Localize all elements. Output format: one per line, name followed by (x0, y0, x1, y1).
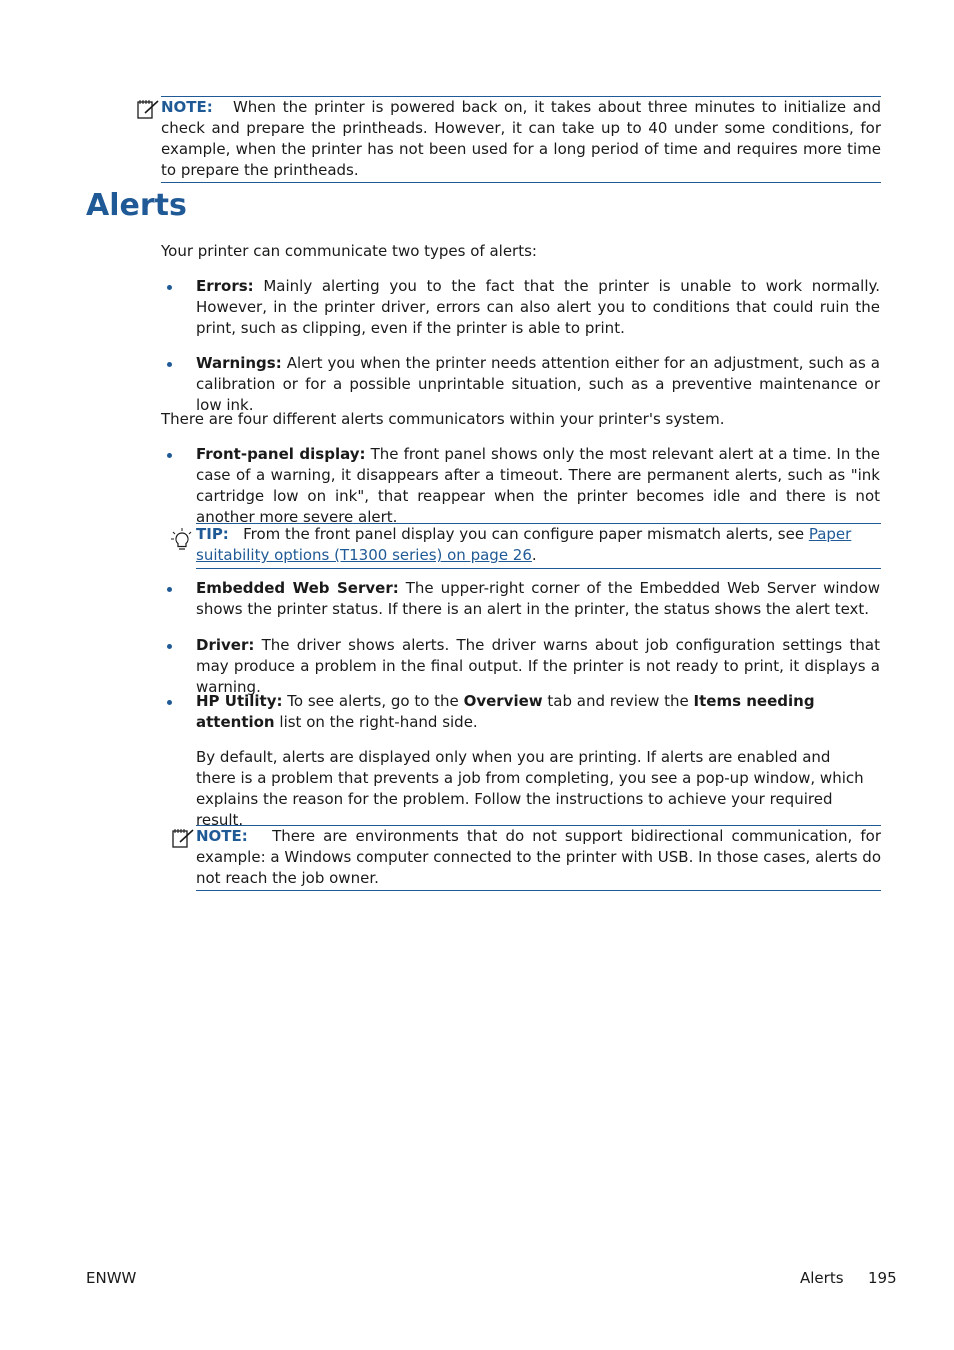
note-text: There are environments that do not support bidirectional communication, for example: a Windows computer connected to the printer with USB. In those cases, alerts do not reach the job owner. (196, 827, 881, 887)
bullet (167, 644, 172, 649)
note-box (161, 96, 881, 183)
item-text: The upper-right corner of the Embedded Web Server window shows the printer status. If there is an alert in the printer, the status shows the alert text. (196, 579, 880, 618)
bullet (167, 362, 172, 367)
paper-suitability-link[interactable]: Paper suitability options (T1300 series) on page 26 (196, 525, 852, 564)
tip-label: TIP: (196, 525, 229, 543)
item-label: Driver: (196, 636, 255, 654)
item-label: HP Utility: (196, 692, 283, 710)
item-text: To see alerts, go to the (287, 692, 459, 710)
tip-box (196, 523, 881, 569)
list-item-driver (196, 635, 880, 698)
item-text: The front panel shows only the most relevant alert at a time. In the case of a warning, it disappears after a timeout. There are permanent alerts, such as "ink cartridge low on ink", that reappear when the printer becomes idle and there is not another more severe alert. (196, 445, 880, 526)
bullet (167, 587, 172, 592)
bullet (167, 285, 172, 290)
note-icon (136, 98, 160, 122)
page-number: 195 (868, 1269, 897, 1287)
item-label: Warnings: (196, 354, 282, 372)
item-label: Embedded Web Server: (196, 579, 399, 597)
note-icon (171, 827, 195, 851)
overview-tab-name: Overview (463, 692, 543, 710)
hp-utility-paragraph: By default, alerts are displayed only when you are printing. If alerts are enabled and there is a problem that prevents a job from completing, you see a pop-up window, which explains the reason for the problem. Follow the instructions to achieve your required result. (196, 748, 864, 829)
item-text: Alert you when the printer needs attention either for an adjustment, such as a calibration or for a possible unprintable situation, such as a preventive maintenance or low ink. (196, 354, 880, 414)
intro-text: Your printer can communicate two types of alerts: (161, 242, 537, 260)
item-label: Errors: (196, 277, 254, 295)
list-item-front-panel (196, 444, 880, 528)
footer-section: Alerts (800, 1269, 844, 1287)
tip-end: . (531, 546, 537, 564)
bullet (167, 700, 172, 705)
item-text: list on the right-hand side. (279, 713, 478, 731)
tip-text: From the front panel display you can configure paper mismatch alerts, see (243, 525, 805, 543)
note-label: NOTE: (161, 98, 213, 116)
item-text: tab and review the (547, 692, 689, 710)
note-label: NOTE: (196, 827, 248, 845)
bullet (167, 453, 172, 458)
page-title: Alerts (86, 188, 187, 223)
tip-lightbulb-icon (170, 527, 194, 553)
item-text: Mainly alerting you to the fact that the printer is unable to work normally. However, in the printer driver, errors can also alert you to conditions that could ruin the print, such as clipping, even if the printer is able to print. (196, 277, 880, 337)
list-item-warnings (196, 353, 880, 416)
item-label: Front-panel display: (196, 445, 366, 463)
note-text: When the printer is powered back on, it takes about three minutes to initialize and check and prepare the printheads. However, it can take up to 40 under some conditions, for example, when the printer has not been used for a long period of time and requires more time to prepare the printheads. (161, 98, 881, 179)
items-needing-attention: Items needing attention (196, 692, 815, 731)
list-item-hp-utility (196, 691, 880, 733)
communicators-intro: There are four different alerts communicators within your printer's system. (161, 410, 725, 428)
footer-left: ENWW (86, 1269, 137, 1287)
item-text: The driver shows alerts. The driver warns about job configuration settings that may produce a problem in the final output. If the printer is not ready to print, it displays a warning. (196, 636, 880, 696)
note-box (196, 825, 881, 891)
list-item-ews (196, 578, 880, 620)
list-item-errors (196, 276, 880, 339)
